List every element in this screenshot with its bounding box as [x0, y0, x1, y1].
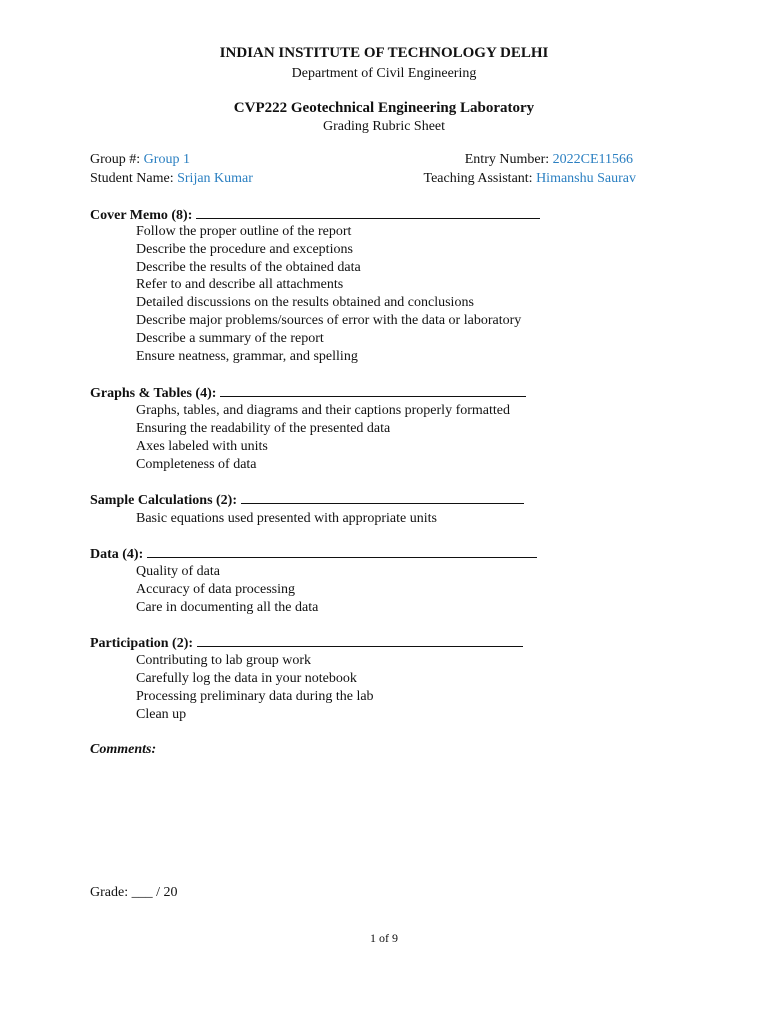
- rubric-item: Quality of data: [136, 564, 220, 579]
- grade-line: Grade: ___ / 20: [90, 885, 178, 900]
- rubric-item: Detailed discussions on the results obtained and conclusions: [136, 295, 474, 310]
- rubric-item: Describe the results of the obtained data: [136, 260, 361, 275]
- section-title-text: Graphs & Tables (4):: [90, 386, 217, 401]
- section-title-text: Sample Calculations (2):: [90, 493, 237, 508]
- teaching-assistant-value: Himanshu Saurav: [536, 171, 636, 186]
- rubric-item: Carefully log the data in your notebook: [136, 671, 357, 686]
- section-cover-memo-title: [90, 206, 540, 224]
- institute-title: INDIAN INSTITUTE OF TECHNOLOGY DELHI: [219, 45, 549, 61]
- score-line: [241, 491, 524, 504]
- section-title-text: Participation (2):: [90, 636, 194, 651]
- sheet-title: Grading Rubric Sheet: [322, 119, 446, 134]
- score-line: [147, 545, 537, 558]
- group-field: [90, 152, 190, 168]
- section-title-text: Data (4):: [90, 547, 144, 562]
- rubric-item: Processing preliminary data during the lab: [136, 689, 374, 704]
- page-number: 1 of 9: [370, 931, 398, 945]
- teaching-assistant-label: Teaching Assistant:: [423, 171, 533, 186]
- rubric-item: Clean up: [136, 707, 187, 722]
- score-line: [197, 634, 523, 647]
- group-value: Group 1: [143, 152, 190, 167]
- rubric-item: Describe major problems/sources of error with the data or laboratory: [136, 313, 522, 328]
- rubric-item: Accuracy of data processing: [136, 582, 295, 597]
- entry-number-value: 2022CE11566: [552, 152, 633, 167]
- section-participation-title: [90, 634, 523, 652]
- rubric-item: Axes labeled with units: [136, 439, 268, 454]
- student-name-field: [90, 171, 253, 187]
- rubric-item: Basic equations used presented with appropriate units: [136, 511, 437, 526]
- department-name: Department of Civil Engineering: [291, 66, 477, 81]
- comments-label: Comments:: [90, 742, 157, 757]
- rubric-item: Graphs, tables, and diagrams and their captions properly formatted: [136, 403, 510, 418]
- score-line: [196, 206, 540, 219]
- section-sample-calculations-title: [90, 491, 524, 509]
- rubric-item: Completeness of data: [136, 457, 257, 472]
- course-title: CVP222 Geotechnical Engineering Laboratory: [233, 100, 535, 116]
- section-graphs-tables-title: [90, 384, 526, 402]
- section-data-title: [90, 545, 537, 563]
- rubric-item: Describe the procedure and exceptions: [136, 242, 353, 257]
- rubric-item: Describe a summary of the report: [136, 331, 324, 346]
- rubric-item: Refer to and describe all attachments: [136, 277, 344, 292]
- rubric-item: Follow the proper outline of the report: [136, 224, 352, 239]
- score-line: [220, 384, 526, 397]
- student-name-label: Student Name:: [90, 171, 174, 186]
- rubric-item: Care in documenting all the data: [136, 600, 319, 615]
- rubric-item: Ensuring the readability of the presented data: [136, 421, 391, 436]
- rubric-item: Contributing to lab group work: [136, 653, 311, 668]
- student-name-value: Srijan Kumar: [177, 171, 253, 186]
- entry-number-field: [465, 152, 633, 168]
- entry-number-label: Entry Number:: [464, 152, 550, 167]
- section-title-text: Cover Memo (8):: [90, 208, 193, 223]
- group-label: Group #:: [90, 152, 141, 167]
- teaching-assistant-field: [424, 171, 637, 187]
- rubric-item: Ensure neatness, grammar, and spelling: [136, 349, 358, 364]
